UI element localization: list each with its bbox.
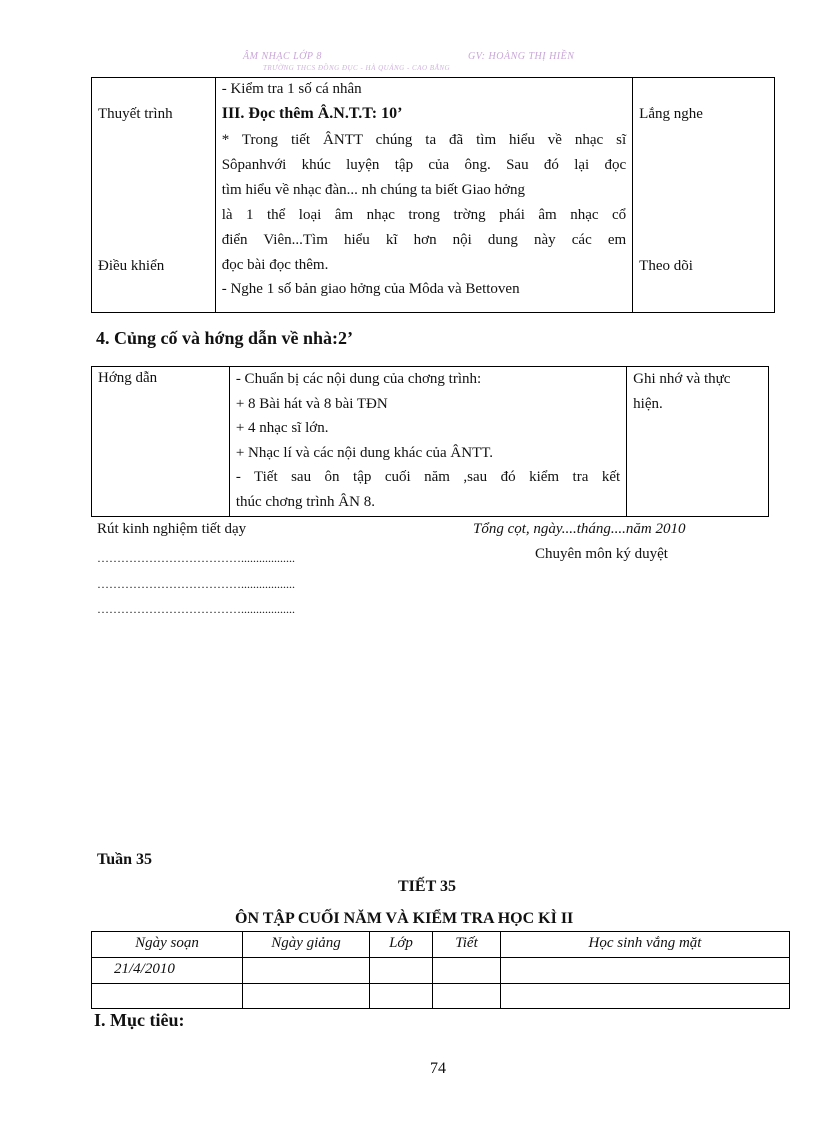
teacher-method-cell [92, 78, 216, 313]
homework-line: thúc chơng trình ÂN 8. [235, 493, 375, 510]
header-date-prepared: Ngày soạn [92, 932, 243, 958]
header-school: TRƯỜNG THCS ĐỒNG ĐỤC - HÀ QUẢNG - CAO BẰNG [263, 64, 451, 72]
homework-line: - Tiết sau ôn tập cuối năm ,sau đó kiểm tra kết [235, 469, 621, 485]
homework-activity-line: Ghi nhớ và thực [633, 371, 731, 387]
cell-empty [243, 984, 370, 1009]
reading-heading: III. Đọc thêm Â.N.T.T: 10’ [221, 105, 403, 122]
header-class: Lớp [370, 932, 433, 958]
guide-cell [92, 367, 230, 517]
content-line: đọc bài đọc thêm. [221, 257, 329, 273]
approval-label: Chuyên môn ký duyệt [535, 546, 668, 562]
section-4-heading: 4. Củng cố và hớng dẫn về nhà:2’ [96, 328, 354, 348]
method-presentation: Thuyết trình [98, 106, 173, 122]
dotted-line: ……………………………….................. [97, 602, 295, 616]
review-label: Rút kinh nghiệm tiết dạy [97, 521, 247, 537]
homework-activity-cell [627, 367, 769, 517]
homework-line: + 8 Bài hát và 8 bài TĐN [235, 395, 388, 412]
content-line: tìm hiểu về nhạc đàn... nh chúng ta biết Giao hởng [221, 182, 525, 198]
activity-table [91, 77, 775, 313]
student-activity-cell [633, 78, 775, 313]
cell-class [370, 958, 433, 984]
page-number: 74 [430, 1060, 446, 1077]
content-line: * Trong tiết ÂNTT chúng ta đã tìm hiểu về nhạc sĩ [221, 132, 627, 148]
method-control: Điều khiển [98, 258, 165, 274]
homework-table [91, 366, 769, 517]
homework-content-cell [229, 367, 626, 517]
date-line: Tổng cọt, ngày....tháng....năm 2010 [473, 521, 686, 537]
cell-empty [501, 984, 790, 1009]
header-subject: ÂM NHẠC LỚP 8 [243, 51, 322, 62]
homework-line: + Nhạc lí và các nội dung khác của ÂNTT. [235, 444, 494, 461]
activity-follow: Theo dõi [639, 258, 693, 274]
header-absent: Học sinh vắng mặt [501, 932, 790, 958]
header-date-taught: Ngày giảng [243, 932, 370, 958]
content-line: - Nghe 1 số bản giao hởng của Môda và Bettoven [221, 281, 520, 297]
schedule-table [91, 931, 790, 1009]
content-line: là 1 thể loại âm nhạc trong trờng phái âm nhạc cổ [221, 207, 627, 223]
homework-line: - Chuẩn bị các nội dung của chơng trình: [235, 371, 482, 387]
content-cell [215, 78, 632, 313]
cell-date-taught [243, 958, 370, 984]
dotted-line: ……………………………….................. [97, 551, 295, 565]
homework-activity-line: hiện. [633, 396, 663, 412]
lesson-title: ÔN TẬP CUỐI NĂM VÀ KIỂM TRA HỌC KÌ II [235, 910, 574, 927]
homework-line: + 4 nhạc sĩ lớn. [235, 420, 329, 436]
objectives-heading: I. Mục tiêu: [94, 1010, 185, 1030]
cell-date-prepared: 21/4/2010 [92, 958, 243, 984]
activity-listen: Lắng nghe [639, 106, 703, 122]
cell-empty [370, 984, 433, 1009]
week-label: Tuần 35 [97, 851, 152, 868]
content-line: Sôpanhvới khúc luyện tập của ông. Sau đó lại đọc [221, 157, 627, 173]
cell-empty [92, 984, 243, 1009]
cell-empty [433, 984, 501, 1009]
cell-absent [501, 958, 790, 984]
guide-label: Hớng dẫn [98, 370, 158, 386]
header-period: Tiết [433, 932, 501, 958]
content-line: điển Viên...Tìm hiểu kĩ hơn nội dung này các em [221, 232, 627, 248]
content-line: - Kiểm tra 1 số cá nhân [221, 81, 362, 97]
cell-period [433, 958, 501, 984]
dotted-line: ……………………………….................. [97, 577, 295, 591]
header-teacher: GV: HOÀNG THỊ HIỀN [468, 51, 575, 62]
lesson-number: TIẾT 35 [398, 878, 456, 895]
